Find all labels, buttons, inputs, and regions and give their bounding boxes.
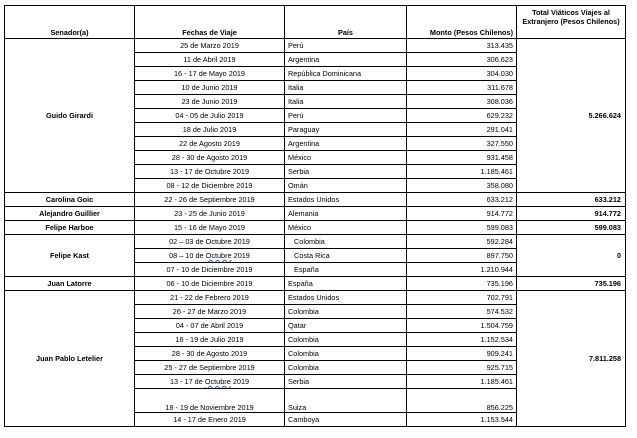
trip-country: México: [285, 221, 407, 235]
trip-dates: 16 - 17 de Mayo 2019: [135, 67, 285, 81]
trip-dates: 23 - 25 de Junio 2019: [135, 207, 285, 221]
trip-dates: 16 - 19 de Julio 2019: [135, 333, 285, 347]
trip-dates: 06 - 10 de Diciembre 2019: [135, 277, 285, 291]
trip-amount: 592.284: [407, 235, 517, 249]
header-row: [5, 6, 626, 39]
trip-dates: 25 - 27 de Septiembre 2019: [135, 361, 285, 375]
trip-dates: 11 de Abril 2019: [135, 53, 285, 67]
senator-name: Felipe Harboe: [5, 221, 135, 235]
table-row: [5, 291, 626, 305]
trip-dates: 22 - 26 de Septiembre 2019: [135, 193, 285, 207]
trip-country: Colombia: [285, 333, 407, 347]
trip-dates: 02 – 03 de Octubre 2019: [135, 235, 285, 249]
trip-dates: 18 de Julio 2019: [135, 123, 285, 137]
trip-amount: 897.750: [407, 249, 517, 263]
trip-amount: 702.791: [407, 291, 517, 305]
trip-dates: 22 de Agosto 2019: [135, 137, 285, 151]
trip-dates: [135, 375, 285, 389]
trip-dates: 10 de Junio 2019: [135, 81, 285, 95]
trip-dates: 23 de Junio 2019: [135, 95, 285, 109]
trip-country: Perú: [285, 109, 407, 123]
trip-amount: 358.080: [407, 179, 517, 193]
trip-country: [285, 249, 407, 263]
trip-amount: 856.225: [407, 389, 517, 413]
trip-country-text: Colombia: [294, 236, 325, 246]
trip-amount: 599.083: [407, 221, 517, 235]
trip-dates: 14 - 17 de Enero 2019: [135, 413, 285, 427]
senator-name: Juan Pablo Letelier: [5, 291, 135, 427]
trip-amount: 311.678: [407, 81, 517, 95]
senator-name: Carolina Goic: [5, 193, 135, 207]
spellcheck-word: Octubre: [204, 376, 231, 386]
trip-country: Estados Unidos: [285, 193, 407, 207]
trip-amount: 304.030: [407, 67, 517, 81]
trip-amount: 1.504.759: [407, 319, 517, 333]
trip-dates: 28 - 30 de Agosto 2019: [135, 347, 285, 361]
trip-dates-part: 2019: [231, 250, 250, 260]
trip-amount: 327.550: [407, 137, 517, 151]
trip-dates: 13 - 17 de Octubre 2019: [135, 165, 285, 179]
trip-country: Suiza: [285, 389, 407, 413]
trip-dates: 21 - 22 de Febrero 2019: [135, 291, 285, 305]
trip-amount: 574.532: [407, 305, 517, 319]
trip-dates: 08 - 12 de Diciembre 2019: [135, 179, 285, 193]
trip-dates: 07 - 10 de Diciembre 2019: [135, 263, 285, 277]
trip-country: Colombia: [285, 361, 407, 375]
senator-total: 914.772: [517, 207, 626, 221]
trip-amount: 1.152.534: [407, 333, 517, 347]
trip-dates: 18 - 19 de Noviembre 2019: [135, 389, 285, 413]
header-total: Total Viáticos Viajes al Extranjero (Pesos Chilenos): [517, 6, 626, 39]
trip-amount: 1.210.944: [407, 263, 517, 277]
trip-amount: 306.623: [407, 53, 517, 67]
table-row: [5, 207, 626, 221]
trip-country: México: [285, 151, 407, 165]
trip-amount: 308.036: [407, 95, 517, 109]
trip-country: Omán: [285, 179, 407, 193]
senator-name: Guido Girardi: [5, 39, 135, 193]
trip-dates-part: 08 – 10 de: [169, 250, 206, 260]
trip-dates: 04 - 05 de Julio 2019: [135, 109, 285, 123]
trip-country: Italia: [285, 81, 407, 95]
trip-amount: 629.232: [407, 109, 517, 123]
travel-expenses-table: [4, 5, 626, 427]
senator-name: Alejandro Guillier: [5, 207, 135, 221]
trip-country: Qatar: [285, 319, 407, 333]
trip-country: [285, 235, 407, 249]
trip-amount: 1.153.544: [407, 413, 517, 427]
table-row: [5, 39, 626, 53]
trip-country: Perú: [285, 39, 407, 53]
table-row: [5, 235, 626, 249]
trip-amount: 633.212: [407, 193, 517, 207]
trip-amount: 931.458: [407, 151, 517, 165]
trip-amount: 1.185.461: [407, 375, 517, 389]
trip-amount: 914.772: [407, 207, 517, 221]
table-row: [5, 277, 626, 291]
spellcheck-word: Octubre: [205, 250, 232, 260]
trip-country: Italia: [285, 95, 407, 109]
trip-dates: [135, 249, 285, 263]
trip-country: Argentina: [285, 53, 407, 67]
trip-dates: 26 - 27 de Marzo 2019: [135, 305, 285, 319]
trip-dates: 04 - 07 de Abril 2019: [135, 319, 285, 333]
trip-amount: 313.435: [407, 39, 517, 53]
table-row: [5, 193, 626, 207]
trip-amount: 735.196: [407, 277, 517, 291]
trip-country: Colombia: [285, 305, 407, 319]
senator-total: 7.811.258: [517, 291, 626, 427]
trip-dates-part: 2019: [230, 376, 250, 386]
senator-total: 0: [517, 235, 626, 277]
trip-amount: 1.185.461: [407, 165, 517, 179]
trip-country: Argentina: [285, 137, 407, 151]
trip-country: España: [285, 277, 407, 291]
header-country: País: [285, 6, 407, 39]
trip-country-text: Costa Rica: [294, 250, 330, 260]
trip-country-text: España: [294, 264, 319, 274]
trip-dates: 28 - 30 de Agosto 2019: [135, 151, 285, 165]
senator-total: 735.196: [517, 277, 626, 291]
trip-dates-part: 13 - 17 de: [169, 376, 205, 386]
trip-country: Alemania: [285, 207, 407, 221]
senator-total: 599.083: [517, 221, 626, 235]
trip-country: Serbia: [285, 375, 407, 389]
trip-dates: 25 de Marzo 2019: [135, 39, 285, 53]
trip-country: [285, 263, 407, 277]
trip-amount: 291.041: [407, 123, 517, 137]
senator-total: 633.212: [517, 193, 626, 207]
trip-country: Colombia: [285, 347, 407, 361]
trip-amount: 925.715: [407, 361, 517, 375]
table-row: [5, 221, 626, 235]
senator-name: Juan Latorre: [5, 277, 135, 291]
trip-country: Estados Unidos: [285, 291, 407, 305]
header-amount: Monto (Pesos Chilenos): [407, 6, 517, 39]
trip-country: Serbia: [285, 165, 407, 179]
header-dates: Fechas de Viaje: [135, 6, 285, 39]
trip-country: Paraguay: [285, 123, 407, 137]
trip-dates: 15 - 16 de Mayo 2019: [135, 221, 285, 235]
senator-name: Felipe Kast: [5, 235, 135, 277]
header-senator: Senador(a): [5, 6, 135, 39]
senator-total: 5.266.624: [517, 39, 626, 193]
trip-country: Camboya: [285, 413, 407, 427]
trip-amount: 909.241: [407, 347, 517, 361]
trip-country: República Dominicana: [285, 67, 407, 81]
